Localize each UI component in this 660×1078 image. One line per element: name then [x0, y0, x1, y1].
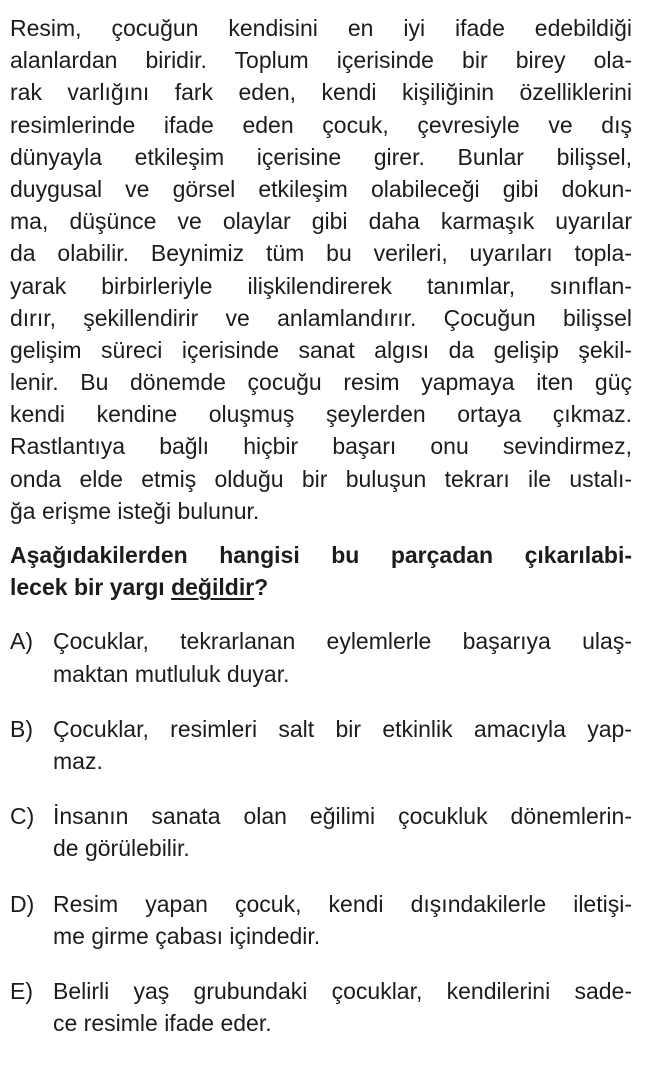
passage-line: kendi kendine oluşmuş şeylerden ortaya çıkmaz. — [10, 401, 632, 428]
passage-line: duygusal ve görsel etkileşim olabileceği gibi dokun- — [10, 175, 632, 202]
option-a[interactable] — [10, 625, 632, 689]
option-text: maz. — [53, 747, 103, 774]
passage-line: rak varlığını fark eden, kendi kişiliğinin özelliklerini — [10, 79, 632, 106]
question-page — [10, 12, 632, 1062]
option-e[interactable] — [10, 975, 632, 1039]
passage-line: resimlerinde ifade eden çocuk, çevresiyle ve dış — [10, 111, 632, 138]
passage-line: yarak birbirleriyle ilişkilendirerek tanımlar, sınıflan- — [10, 272, 632, 299]
option-text: maktan mutluluk duyar. — [53, 660, 290, 687]
passage-line: da olabilir. Beynimiz tüm bu verileri, uyarıları topla- — [10, 240, 632, 267]
question-line: Aşağıdakilerden hangisi bu parçadan çıkarılabi- — [10, 542, 632, 568]
answer-options — [10, 625, 632, 1039]
option-text: de görülebilir. — [53, 835, 190, 862]
passage-line: alanlardan biridir. Toplum içerisinde bir birey ola- — [10, 47, 632, 74]
passage-line: gelişim süreci içerisinde sanat algısı da gelişip şekil- — [10, 336, 632, 363]
question-text: lecek bir yargı — [10, 574, 172, 601]
question-mark: ? — [254, 574, 269, 601]
option-text: İnsanın sanata olan eğilimi çocukluk dönemlerin- — [53, 803, 632, 830]
option-b[interactable] — [10, 713, 632, 777]
negative-emphasis: değildir — [171, 574, 255, 601]
option-letter: D) — [10, 890, 35, 917]
passage-line: lenir. Bu dönemde çocuğu resim yapmaya iten güç — [10, 369, 632, 396]
question-stem — [10, 539, 632, 603]
option-d[interactable] — [10, 888, 632, 952]
option-letter: C) — [10, 803, 35, 830]
passage-line: Rastlantıya bağlı hiçbir başarı onu sevindirmez, — [10, 433, 632, 460]
reading-passage — [10, 12, 632, 527]
option-text: ce resimle ifade eder. — [53, 1010, 272, 1037]
option-text: Resim yapan çocuk, kendi dışındakilerle iletişi- — [53, 890, 632, 917]
option-text: Belirli yaş grubundaki çocuklar, kendilerini sade- — [53, 977, 632, 1004]
option-c[interactable] — [10, 800, 632, 864]
option-text: me girme çabası içindedir. — [53, 922, 321, 949]
passage-line: ma, düşünce ve olaylar gibi daha karmaşık uyarılar — [10, 208, 632, 235]
option-letter: E) — [10, 977, 33, 1004]
option-letter: B) — [10, 715, 33, 742]
passage-line: onda elde etmiş olduğu bir buluşun tekrarı ile ustalı- — [10, 465, 632, 492]
option-letter: A) — [10, 628, 33, 655]
passage-line: dırır, şekillendirir ve anlamlandırır. Çocuğun bilişsel — [10, 304, 632, 331]
passage-line: ğa erişme isteği bulunur. — [10, 497, 260, 524]
option-text: Çocuklar, resimleri salt bir etkinlik amacıyla yap- — [53, 715, 632, 742]
option-text: Çocuklar, tekrarlanan eylemlerle başarıya ulaş- — [53, 628, 632, 655]
question-line — [10, 571, 632, 603]
passage-line: dünyayla etkileşim içerisine girer. Bunlar bilişsel, — [10, 143, 632, 170]
passage-line: Resim, çocuğun kendisini en iyi ifade edebildiği — [10, 15, 632, 41]
